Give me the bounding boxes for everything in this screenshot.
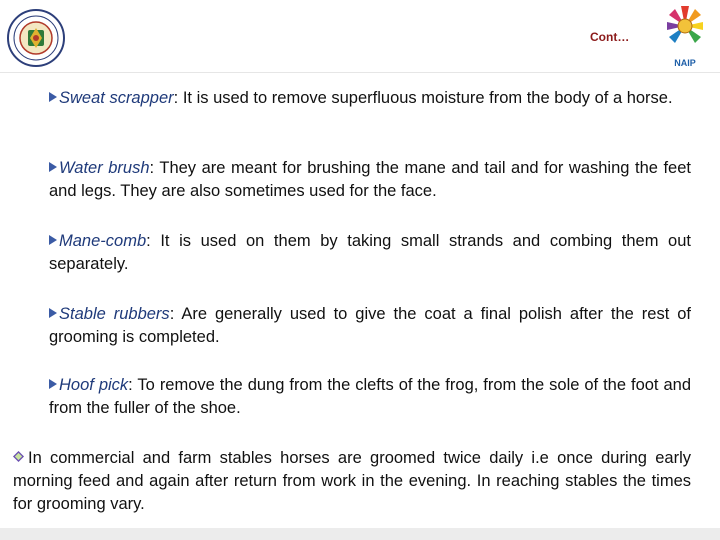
naip-logo-text: NAIP	[674, 58, 696, 68]
summary-paragraph	[13, 447, 691, 516]
list-item-mane-comb: Mane-comb: It is used on them by taking small strands and combing them out separately.	[49, 232, 691, 273]
footer-bar	[0, 528, 720, 540]
list-item-stable-rubbers: Stable rubbers: Are generally used to give the coat a final polish after the rest of grooming is completed.	[49, 305, 691, 346]
item-term: Water brush	[59, 159, 150, 177]
diamond-bullet-icon	[13, 451, 24, 462]
header-divider	[0, 72, 720, 73]
list-item-water-brush: Water brush: They are meant for brushing the mane and tail and for washing the feet and legs. They are also sometimes used for the face.	[49, 159, 691, 200]
list-item-sweat-scrapper: Sweat scrapper: It is used to remove superfluous moisture from the body of a horse.	[49, 87, 691, 110]
arrow-bullet-icon	[49, 379, 57, 389]
item-text: To remove the dung from the clefts of the frog, from the sole of the foot and from the fuller of the shoe.	[49, 376, 692, 417]
item-term: Hoof pick	[59, 376, 129, 394]
university-emblem-icon	[6, 8, 66, 68]
arrow-bullet-icon	[49, 162, 57, 172]
item-term: Mane-comb	[59, 232, 147, 250]
item-text: It is used on them by taking small strands and combing them out separately.	[49, 232, 691, 273]
arrow-bullet-icon	[49, 308, 57, 318]
item-text: Are generally used to give the coat a final polish after the rest of grooming is completed.	[49, 305, 691, 346]
arrow-bullet-icon	[49, 92, 57, 102]
list-item-hoof-pick: Hoof pick: To remove the dung from the clefts of the frog, from the sole of the foot and from the fuller of the shoe.	[49, 376, 692, 417]
item-text: They are meant for brushing the mane and tail and for washing the feet and legs. They are also sometimes used for the face.	[49, 159, 691, 200]
summary-text: In commercial and farm stables horses are groomed twice daily i.e once during early morning feed and again after return from work in the evening. In reaching stables the times for grooming vary.	[13, 449, 691, 513]
item-term: Sweat scrapper	[59, 89, 174, 107]
continuation-label: Cont…	[590, 30, 630, 44]
arrow-bullet-icon	[49, 235, 57, 245]
item-text: It is used to remove superfluous moisture from the body of a horse.	[178, 89, 673, 107]
item-term: Stable rubbers	[59, 305, 170, 323]
naip-logo-icon	[652, 4, 718, 70]
